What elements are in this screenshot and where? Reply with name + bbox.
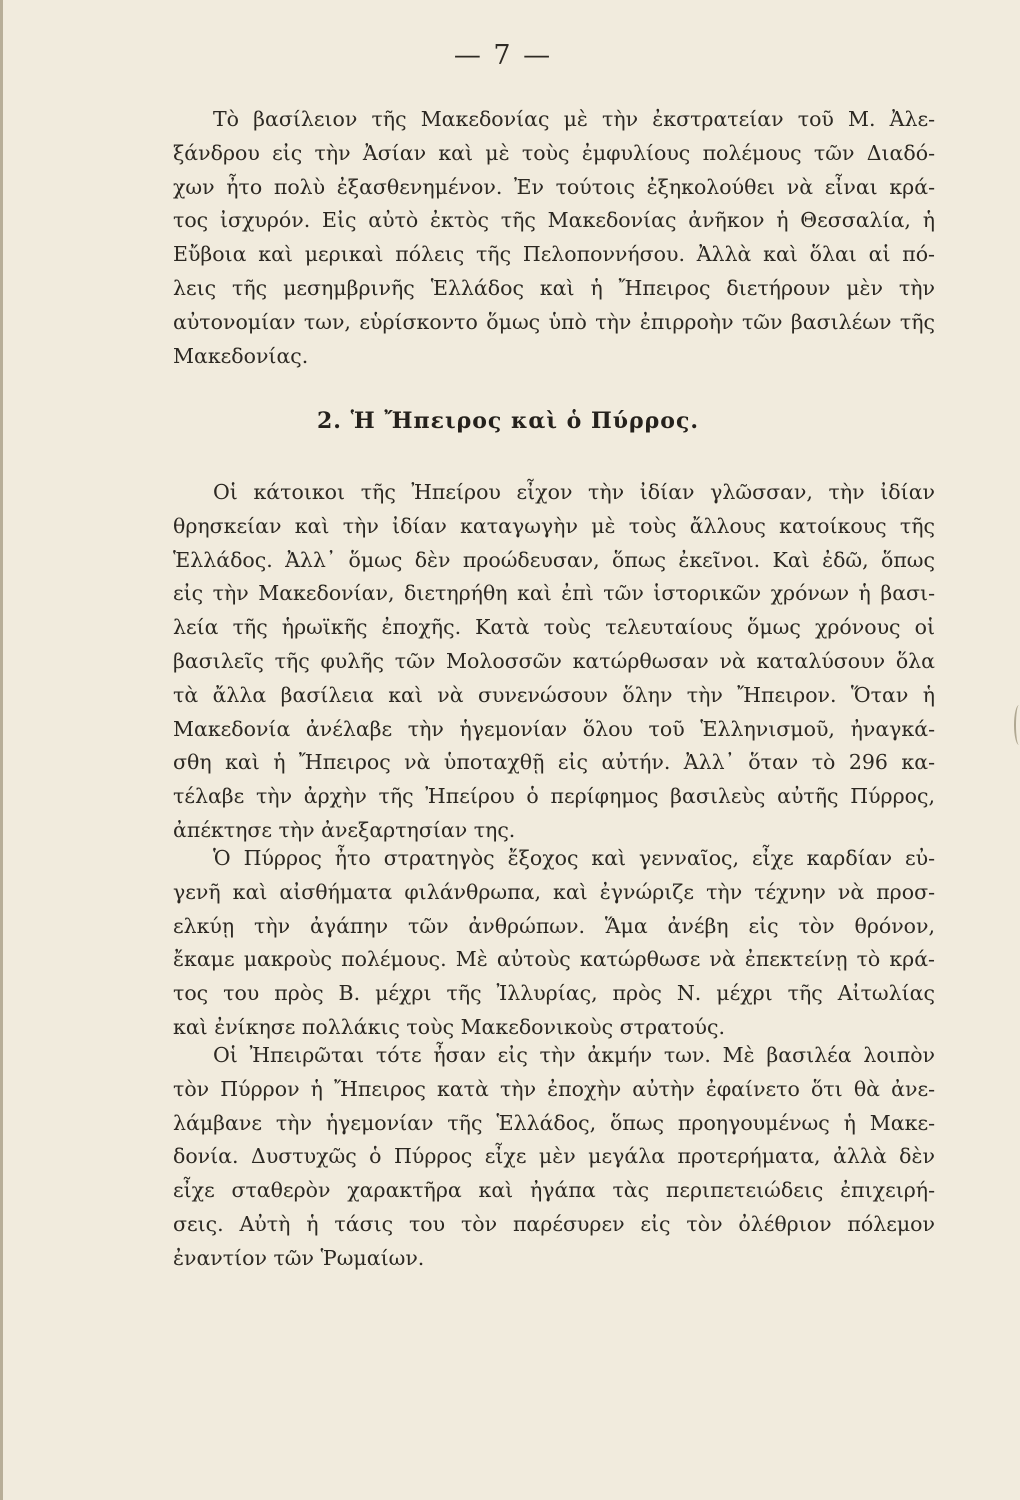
section-heading: 2. Ἡ Ἤπειρος καὶ ὁ Πύρρος. xyxy=(316,408,700,434)
text-line: ξάνδρου εἰς τὴν Ἀσίαν καὶ μὲ τοὺς ἐμφυλίους πολέμους τῶν Διαδό- xyxy=(173,140,935,165)
text-line: σεις. Αὐτὴ ἡ τάσις του τὸν παρέσυρεν εἰς τὸν ὀλέθριον πόλεμον xyxy=(173,1211,935,1236)
text-line: Μακεδονία ἀνέλαβε τὴν ἡγεμονίαν ὅλου τοῦ Ἑλληνισμοῦ, ἠναγκά- xyxy=(173,716,935,741)
text-line: εἰς τὴν Μακεδονίαν, διετηρήθη καὶ ἐπὶ τῶν ἱστορικῶν χρόνων ἡ βασι- xyxy=(173,581,935,606)
text-line: θρησκείαν καὶ τὴν ἰδίαν καταγωγὴν μὲ τοὺς ἄλλους κατοίκους τῆς xyxy=(173,513,935,538)
paragraph-macedonia-kingdom xyxy=(173,103,935,373)
text-line: γενῆ καὶ αἰσθήματα φιλάνθρωπα, καὶ ἐγνώριζε τὴν τέχνην νὰ προσ- xyxy=(173,879,935,904)
text-line: τος ἰσχυρόν. Εἰς αὐτὸ ἐκτὸς τῆς Μακεδονίας ἀνῆκον ἡ Θεσσαλία, ἡ xyxy=(173,208,935,233)
text-line: χων ἦτο πολὺ ἐξασθενημένον. Ἐν τούτοις ἐξηκολούθει νὰ εἶναι κρά- xyxy=(173,174,935,199)
text-line: λεις τῆς μεσημβρινῆς Ἑλλάδος καὶ ἡ Ἤπειρος διετήρουν μὲν τὴν xyxy=(173,275,935,300)
page-number: — 7 — xyxy=(453,40,553,71)
text-line: Ὁ Πύρρος ἦτο στρατηγὸς ἔξοχος καὶ γενναῖος, εἶχε καρδίαν εὐ- xyxy=(213,846,935,870)
text-line: Μακεδονίας. xyxy=(173,343,309,368)
text-line: τὰ ἄλλα βασίλεια καὶ νὰ συνενώσουν ὅλην τὴν Ἤπειρον. Ὅταν ἡ xyxy=(173,682,935,707)
text-line: ἀπέκτησε τὴν ἀνεξαρτησίαν της. xyxy=(173,817,516,842)
text-line: καὶ ἐνίκησε πολλάκις τοὺς Μακεδονικοὺς στρατούς. xyxy=(173,1014,726,1039)
text-line: λεία τῆς ἡρωϊκῆς ἐποχῆς. Κατὰ τοὺς τελευταίους ὅμως χρόνους οἱ xyxy=(173,615,935,640)
text-line: λάμβανε τὴν ἡγεμονίαν τῆς Ἑλλάδος, ὅπως προηγουμένως ἡ Μακε- xyxy=(173,1110,935,1135)
text-line: σθη καὶ ἡ Ἤπειρος νὰ ὑποταχθῇ εἰς αὐτήν. Ἀλλ᾿ ὅταν τὸ 296 κα- xyxy=(173,750,935,775)
text-line: τέλαβε τὴν ἀρχὴν τῆς Ἠπείρου ὁ περίφημος βασιλεὺς αὐτῆς Πύρρος, xyxy=(173,784,935,809)
text-line: ἐναντίον τῶν Ῥωμαίων. xyxy=(173,1245,425,1270)
text-line: βασιλεῖς τῆς φυλῆς τῶν Μολοσσῶν κατώρθωσαν νὰ καταλύσουν ὅλα xyxy=(173,648,935,673)
text-line: τὸν Πύρρον ἡ Ἤπειρος κατὰ τὴν ἐποχὴν αὐτὴν ἐφαίνετο ὅτι θὰ ἀνε- xyxy=(173,1076,935,1101)
text-line: δονία. Δυστυχῶς ὁ Πύρρος εἶχε μὲν μεγάλα προτερήματα, ἀλλὰ δὲν xyxy=(173,1144,935,1169)
text-line: ελκύῃ τὴν ἀγάπην τῶν ἀνθρώπων. Ἅμα ἀνέβη εἰς τὸν θρόνον, xyxy=(173,913,935,938)
text-line: Οἱ Ἠπειρῶται τότε ἦσαν εἰς τὴν ἀκμήν των. Μὲ βασιλέα λοιπὸν xyxy=(213,1043,935,1067)
paragraph-pyrrhus-character xyxy=(173,842,935,1045)
paragraph-epirus-inhabitants xyxy=(173,476,935,848)
paragraph-epirotes-peak xyxy=(173,1039,935,1276)
text-line: εἶχε σταθερὸν χαρακτῆρα καὶ ἠγάπα τὰς περιπετειώδεις ἐπιχειρή- xyxy=(173,1178,935,1203)
text-line: τος του πρὸς Β. μέχρι τῆς Ἰλλυρίας, πρὸς Ν. μέχρι τῆς Αἰτωλίας xyxy=(173,981,935,1006)
text-line: ἔκαμε μακροὺς πολέμους. Μὲ αὐτοὺς κατώρθωσε νὰ ἐπεκτείνῃ τὸ κρά- xyxy=(173,947,935,972)
text-line: Τὸ βασίλειον τῆς Μακεδονίας μὲ τὴν ἐκστρατείαν τοῦ Μ. Ἀλε- xyxy=(213,107,935,131)
text-line: Οἱ κάτοικοι τῆς Ἠπείρου εἶχον τὴν ἰδίαν γλῶσσαν, τὴν ἰδίαν xyxy=(213,480,935,504)
text-line: αὐτονομίαν των, εὑρίσκοντο ὅμως ὑπὸ τὴν ἐπιρροὴν τῶν βασιλέων τῆς xyxy=(173,309,935,334)
text-line: Εὔβοια καὶ μερικαὶ πόλεις τῆς Πελοποννήσου. Ἀλλὰ καὶ ὅλαι αἱ πό- xyxy=(173,242,935,267)
margin-bracket-mark xyxy=(1014,705,1020,745)
text-line: Ἑλλάδος. Ἀλλ᾿ ὅμως δὲν προώδευσαν, ὅπως ἐκεῖνοι. Καὶ ἐδῶ, ὅπως xyxy=(173,547,935,572)
